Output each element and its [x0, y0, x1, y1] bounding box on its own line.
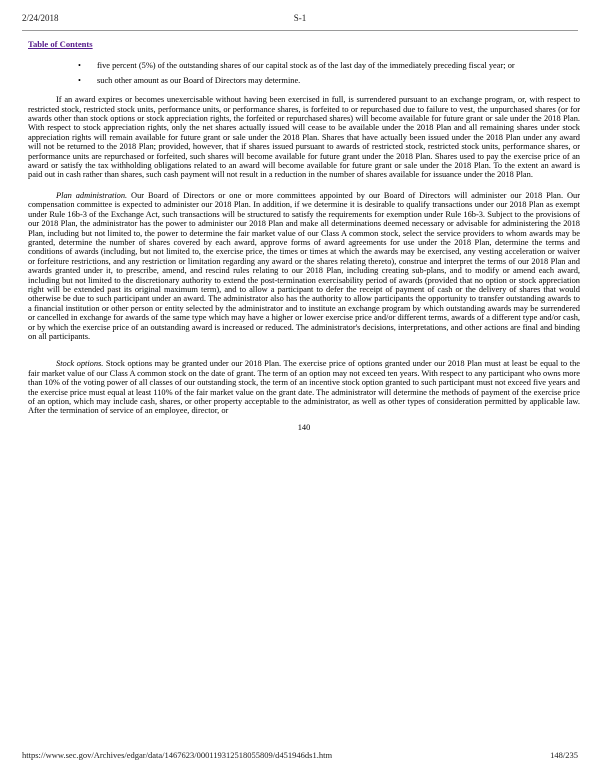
- list-item: [28, 61, 580, 70]
- list-item-text: five percent (5%) of the outstanding shares of our capital stock as of the last day of the immediately preceding fiscal year; or: [97, 61, 515, 71]
- print-doc-type: S-1: [293, 13, 307, 23]
- bullet-list: [28, 61, 580, 85]
- paragraph-lead: Stock options.: [56, 359, 104, 369]
- paragraph-text: If an award expires or becomes unexercisable without having been exercised in full, is surrendered pursuant to an exchange program, or, with respect to restricted stock, restricted stock units, performance units, or performance shares, is forfeited to or repurchased due to failure to vest, the unpurchased shares (or for awards other than stock options or stock appreciation rights, the forfeited or repurchased shares) will become available for future grant or sale under the 2018 Plan. With respect to stock appreciation rights, only the net shares actually issued will cease to be available under the 2018 Plan and all remaining shares under stock appreciation rights will remain available for future grant or sale under the 2018 Plan. Shares that have actually been issued under the 2018 Plan under any award will not be returned to the 2018 Plan; provided, however, that if shares issued pursuant to awards of restricted stock, restricted stock units, performance shares, or performance units are repurchased or forfeited, such shares will become available for future grant under the 2018 Plan. Shares used to pay the exercise price of an award or satisfy the tax withholding obligations related to an award will become available for future grant or sale under the 2018 Plan. To the extent an award is paid out in cash rather than shares, such cash payment will not result in a reduction in the number of shares available for issuance under the 2018 Plan.: [28, 95, 580, 180]
- paragraph-stock-options: [28, 359, 580, 415]
- table-of-contents-link[interactable]: Table of Contents: [28, 39, 93, 49]
- list-item-text: such other amount as our Board of Directors may determine.: [97, 75, 301, 85]
- paragraph-lead: Plan administration.: [56, 190, 128, 200]
- print-date: 2/24/2018: [22, 13, 59, 23]
- document-body: [28, 40, 580, 432]
- page-number: 140: [297, 422, 311, 432]
- list-item: [28, 76, 580, 85]
- paragraph-plan-administration: [28, 191, 580, 342]
- bullet-icon: •: [78, 75, 81, 85]
- paragraph-text: Our Board of Directors or one or more committees appointed by our Board of Directors will administer our 2018 Plan. Our compensation committee is expected to administer our 2018 Plan. In addition, if we determine it is desirable to qualify transactions under our 2018 Plan as exempt under Rule 16b-3 of the Exchange Act, such transactions will be structured to satisfy the requirements for exemption under Rule 16b-3. Subject to the provisions of our 2018 Plan, the administrator has the power to administer our 2018 Plan and make all determinations deemed necessary or advisable for administering the 2018 Plan, including but not limited to, the power to determine the fair market value of our Class A common stock, select the service providers to whom awards may be granted, determine the number of shares covered by each award, approve forms of award agreements for use under the 2018 Plan, determine the terms and conditions of awards (including, but not limited to, the exercise price, the times or times at which the awards may be exercised, any vesting acceleration or waiver or forfeiture restrictions, and any restriction or limitation regarding any award or the shares relating thereto), construe and interpret the terms of our 2018 Plan and awards granted under it, to prescribe, amend, and rescind rules relating to our 2018 Plan, including creating sub-plans, and to modify or amend each award, including but not limited to the discretionary authority to extend the post-termination exercisability period of awards (provided that no option or stock appreciation right will be extended past its original maximum term), and to allow a participant to defer the receipt of payment of cash or the delivery of shares that would otherwise be due to such participant under an award. The administrator also has the authority to allow participants the opportunity to transfer outstanding awards to a financial institution or other person or entity selected by the administrator and to institute an exchange program by which outstanding awards may be surrendered or cancelled in exchange for awards of the same type which may have a higher or lower exercise price and/or different terms, awards of a different type and/or cash, or by which the exercise price of an outstanding award is increased or reduced. The administrator's decisions, interpretations, and other actions are final and binding on all participants.: [28, 190, 580, 341]
- footer-page-indicator: 148/235: [550, 750, 578, 760]
- header-divider: [22, 30, 578, 31]
- paragraph-share-recycling: [28, 95, 580, 180]
- bullet-icon: •: [78, 61, 81, 71]
- paragraph-text: Stock options may be granted under our 2018 Plan. The exercise price of options granted under our 2018 Plan must at least be equal to the fair market value of our Class A common stock on the date of grant. The term of an option may not exceed ten years. With respect to any participant who owns more than 10% of the voting power of all classes of our outstanding stock, the term of an incentive stock option granted to such participant must not exceed five years and the exercise price must equal at least 110% of the fair market value on the grant date. The administrator will determine the methods of payment of the exercise price of an option, which may include cash, shares, or other property acceptable to the administrator, as well as other types of consideration permitted by applicable law. After the termination of service of an employee, director, or: [28, 359, 580, 416]
- footer-url: https://www.sec.gov/Archives/edgar/data/1467623/000119312518055809/d451946ds1.htm: [22, 750, 333, 760]
